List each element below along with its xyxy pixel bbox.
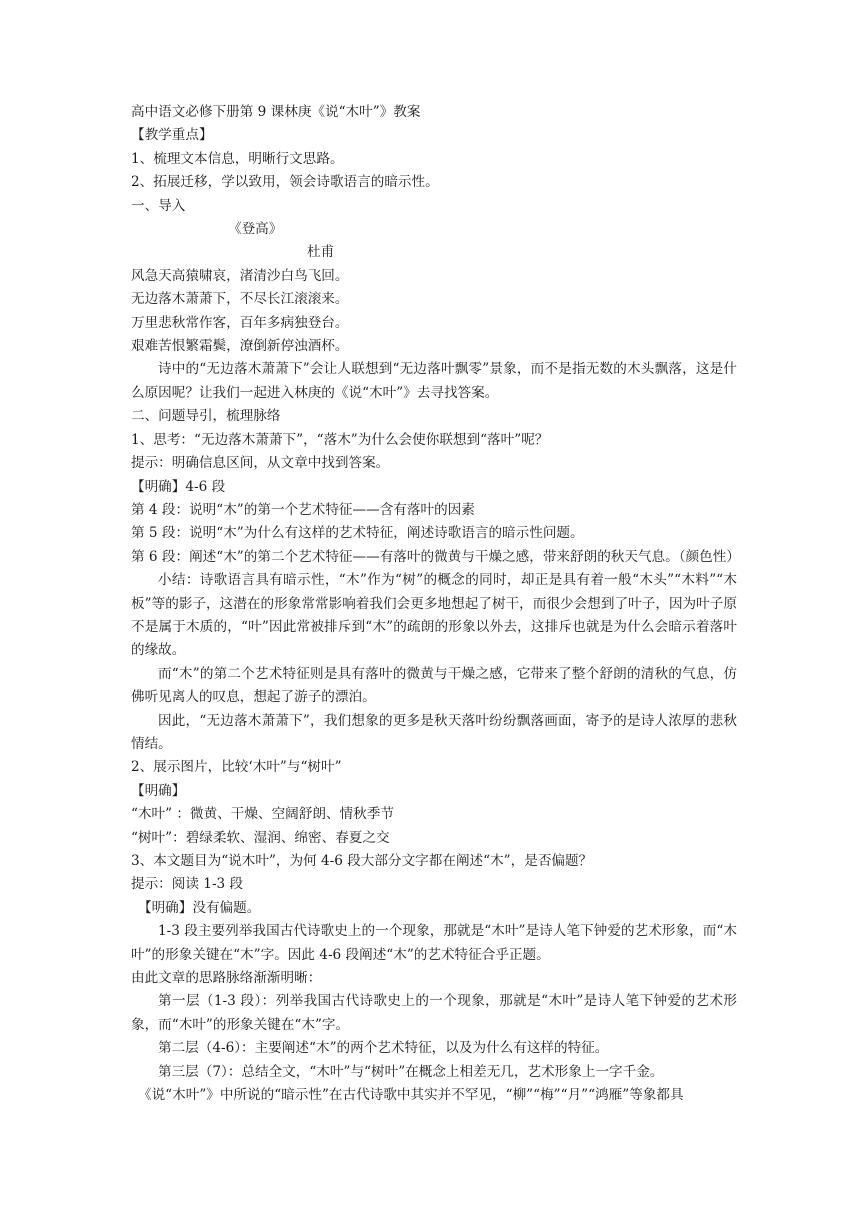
shuye-traits: “树叶”：碧绿柔软、湿润、绵密、春夏之交: [131, 829, 390, 846]
poem-title: 《登高》: [228, 221, 283, 238]
question-1: 1、思考：“无边落木萧萧下”，“落木”为什么会使你联想到“落叶”呢？: [131, 431, 549, 448]
thread-intro: 由此文章的思路脉络渐渐明晰：: [131, 970, 322, 987]
heading-teaching-focus: 【教学重点】: [131, 127, 213, 144]
focus-item-2: 2、拓展迁移，学以致用，领会诗歌语言的暗示性。: [131, 174, 439, 191]
document-body: [131, 101, 740, 1107]
intro-paragraph: 诗中的“无边落木萧萧下”会让人联想到“无边落叶飘零”景象，而不是指无数的木头飘落，这是什么原因呢？让我们一起进入林庚的《说“木叶”》去寻找答案。: [131, 361, 737, 401]
paragraph-4-note: 第 4 段：说明“木”的第一个艺术特征——含有落叶的因素: [131, 501, 475, 518]
therefore-paragraph: 因此，“无边落木萧萧下”，我们想象的更多是秋天落叶纷纷飘落画面，寄予的是诗人浓厚的悲秋情结。: [131, 712, 737, 752]
clarify-1: 【明确】4-6 段: [131, 478, 226, 495]
poem-line: 万里悲秋常作客，百年多病独登台。: [131, 314, 349, 331]
clarify-3: 【明确】没有偏题。: [138, 899, 261, 916]
explain-3-paragraph: 1-3 段主要列举我国古代诗歌史上的一个现象，那就是“木叶”是诗人笔下钟爱的艺术形象，而“木叶”的形象关键在“木”字。因此 4-6 段阐述“木”的艺术特征合乎正题。: [131, 923, 737, 963]
layer-1-paragraph: 第一层（1-3 段）：列举我国古代诗歌史上的一个现象，那就是“木叶”是诗人笔下钟爱的艺术形象，而“木叶”的形象关键在“木”字。: [131, 993, 737, 1033]
muye-traits: “木叶” ：微黄、干燥、空阔舒朗、情秋季节: [131, 806, 394, 823]
summary-paragraph: 小结：诗歌语言具有暗示性，“木”作为“树”的概念的同时，却正是具有着一般“木头”“木料”“木板”等的影子，这潜在的形象常常影响着我们会更多地想起了树干，而很少会想到了叶子，因为叶子原不是属于木质的，“叶”因此常被排斥到“木”的疏朗的形象以外去，这排斥也就是为什么会暗示着落叶的缘故。: [131, 572, 737, 659]
poem-line: 无边落木萧萧下，不尽长江滚滚来。: [131, 291, 349, 308]
section-guide-heading: 二、问题导引，梳理脉络: [131, 408, 281, 425]
poem-line: 艰难苦恨繁霜鬓，潦倒新停浊酒杯。: [131, 338, 349, 355]
hint-1: 提示：明确信息区间，从文章中找到答案。: [131, 455, 390, 472]
question-3: 3、本文题目为“说木叶”，为何 4-6 段大部分文字都在阐述“木”，是否偏题？: [131, 853, 593, 869]
layer-3-paragraph: 第三层（7）：总结全文，“木叶”与“树叶”在概念上相差无几，艺术形象上一字千金。: [158, 1063, 664, 1080]
question-2: 2、展示图片，比较‘木叶”与“树叶”: [131, 759, 342, 776]
poem-author: 杜甫: [307, 244, 335, 261]
layer-2-paragraph: 第二层（4-6）：主要阐述“木”的两个艺术特征，以及为什么有这样的特征。: [158, 1040, 609, 1057]
hint-3: 提示：阅读 1-3 段: [131, 876, 244, 893]
focus-item-1: 1、梳理文本信息，明晰行文思路。: [131, 150, 344, 167]
section-intro-heading: 一、导入: [131, 197, 186, 214]
document-title: 高中语文必修下册第 9 课林庚《说“木叶”》教案: [131, 104, 421, 120]
closing-line: 《说“木叶”》中所说的“暗示性”在古代诗歌中其实并不罕见，“柳”“梅”“月”“鸿雁”等象都具: [138, 1087, 684, 1104]
paragraph-5-note: 第 5 段：说明“木”为什么有这样的艺术特征，阐述诗歌语言的暗示性问题。: [131, 525, 584, 542]
poem-line: 风急天高猿啸哀，渚清沙白鸟飞回。: [131, 267, 349, 284]
paragraph-6-note: 第 6 段：阐述“木”的第二个艺术特征——有落叶的微黄与干燥之感，带来舒朗的秋天气息。（颜色性）: [131, 548, 740, 565]
second-feature-paragraph: 而“木”的第二个艺术特征则是具有落叶的微黄与干燥之感，它带来了整个舒朗的清秋的气息，仿佛听见离人的叹息，想起了游子的漂泊。: [131, 665, 737, 706]
clarify-2: 【明确】: [131, 782, 186, 799]
